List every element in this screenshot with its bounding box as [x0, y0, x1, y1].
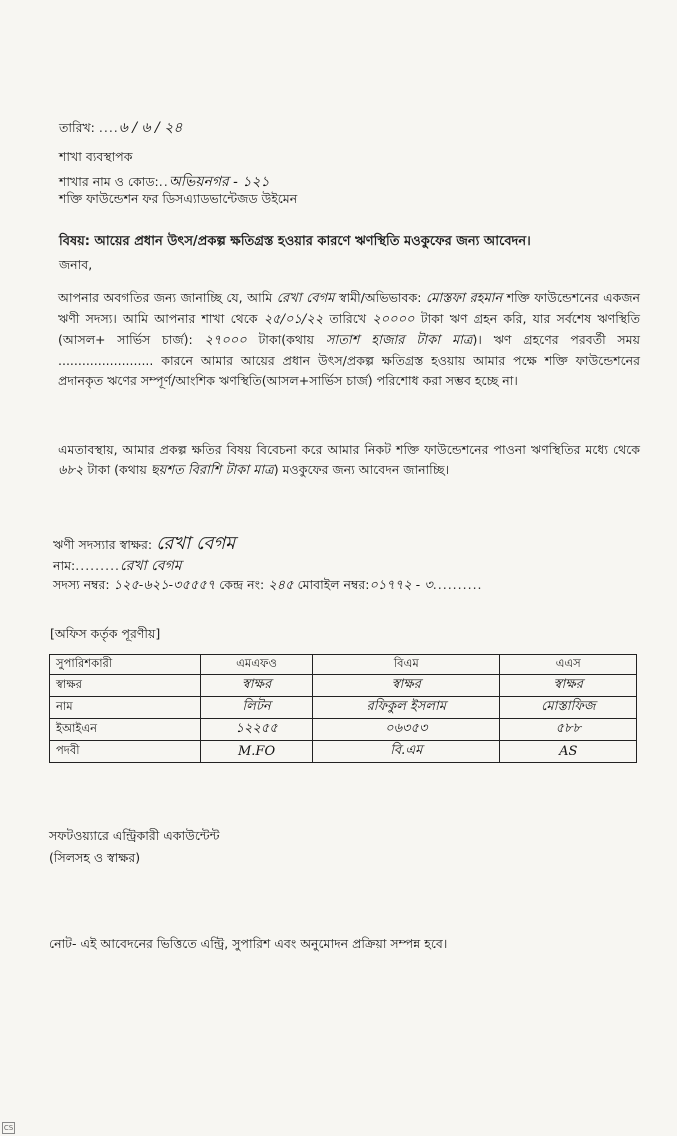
para2-text-2: টাকা (কথায়	[83, 462, 151, 477]
table-row-label: স্বাক্ষর	[50, 675, 201, 697]
table-row-label: পদবী	[50, 741, 201, 763]
table-row	[50, 697, 637, 719]
addressee-line: শাখা ব্যবস্থাপক	[59, 149, 133, 164]
center-number-value: ২৪৫	[268, 578, 294, 593]
table-row	[50, 675, 637, 697]
application-paragraph-1	[58, 288, 640, 391]
software-accountant-line: সফটওয়্যারে এন্ট্রিকারী একাউন্টেন্ট	[49, 828, 220, 843]
salutation: জনাব,	[59, 257, 93, 272]
para1-text-2: স্বামী/অভিভাবক:	[334, 290, 426, 305]
date-label: তারিখ:	[59, 120, 95, 135]
branch-label: শাখার নাম ও কোড:	[59, 174, 159, 189]
para1-text-7: )। ঋণ গ্রহণের পরবর্তী সময় ........................ কারনে আমার আয়ের প্রধান উৎস/প্রকল্প ক্ষতিগ্রস্ত হওয়ায় আমার পক্ষে শক্তি ফাউন্ডেশনের প্রদানকৃত ঋণের সম্পূর্ণ/আংশিক ঋণস্থিতি(আসল+সার্ভিস চার্জ) পরিশোধ করা সম্ভব হচ্ছে না।	[58, 332, 640, 388]
borrower-name-label: নাম:	[53, 558, 76, 573]
table-row	[50, 741, 637, 763]
table-cell: মোস্তাফিজ	[500, 697, 637, 719]
waiver-amount: ৬৮২	[58, 463, 84, 478]
note-line: নোট- এই আবেদনের ভিত্তিতে এন্ট্রি, সুপারিশ এবং অনুমোদন প্রক্রিয়া সম্পন্ন হবে।	[49, 936, 448, 951]
branch-value: অভিয়নগর - ১২১	[168, 174, 270, 190]
loan-amount: ২০০০০	[372, 312, 415, 327]
organization-line: শক্তি ফাউন্ডেশন ফর ডিসএ্যাডভান্টেজড উইমেন	[59, 191, 298, 206]
para1-text-1: আপনার অবগতির জন্য জানাচ্ছি যে, আমি	[58, 290, 277, 305]
para1-text-3: শক্তি ফাউন্ডেশনের একজন ঋণী সদস্য। আমি আপনার শাখা থেকে	[58, 290, 640, 326]
loan-date: ২৫/০১/২২	[263, 312, 324, 327]
table-cell: AS	[500, 741, 637, 763]
borrower-signature: রেখা বেগম	[156, 533, 236, 554]
borrower-name-value: রেখা বেগম	[120, 558, 182, 574]
table-cell: স্বাক্ষর	[313, 675, 500, 697]
table-cell: লিটন	[201, 697, 313, 719]
guardian-name: মোস্তফা রহমান	[425, 291, 503, 306]
office-fill-heading: [অফিস কর্তৃক পূরণীয়]	[50, 626, 161, 641]
para2-text-1: এমতাবস্থায়, আমার প্রকল্প ক্ষতির বিষয় বিবেচনা করে আমার নিকট শক্তি ফাউন্ডেশনের পাওনা ঋণস্থিতির মধ্যে থেকে	[58, 442, 640, 457]
outstanding-balance: ২৭০০০	[204, 333, 247, 348]
table-header-cell: সুপারিশকারী	[50, 655, 201, 675]
table-cell: ৫৮৮	[500, 719, 637, 741]
borrower-name-line: নাম:.........রেখা বেগম	[53, 558, 182, 574]
table-cell: ১২২৫৫	[201, 719, 313, 741]
table-row-label: নাম	[50, 697, 201, 719]
mobile-number-label: মোবাইল নম্বর:	[297, 577, 370, 592]
scanner-logo-icon: CS	[3, 1124, 14, 1132]
table-cell: স্বাক্ষর	[500, 675, 637, 697]
center-number-label: কেন্দ্র নং:	[219, 577, 265, 592]
table-header-cell: এমএফও	[201, 655, 313, 675]
mobile-number-value: ০১৭৭২ - ৩	[369, 578, 433, 593]
para1-text-5: টাকা ঋণ গ্রহন করি, যার সর্বশেষ ঋণস্থিতি (আসল+ সার্ভিস চার্জ):	[58, 311, 641, 347]
application-paragraph-2	[58, 440, 640, 481]
table-header-cell: বিএম	[313, 655, 500, 675]
para2-text-3: ) মওকুফের জন্য আবেদন জানাচ্ছি।	[273, 462, 450, 477]
recommendation-table	[49, 654, 637, 763]
subject-line: বিষয়: আয়ের প্রধান উৎস/প্রকল্প ক্ষতিগ্রস্ত হওয়ার কারণে ঋণস্থিতি মওকুফের জন্য আবেদন।	[59, 234, 531, 249]
borrower-info-line: সদস্য নম্বর: ১২৫-৬২১-৩৫৫৫৭ কেন্দ্র নং: ২৪৫ মোবাইল নম্বর:০১৭৭২ - ৩..........	[53, 577, 483, 593]
table-cell: বি.এম	[313, 741, 500, 763]
table-cell: রফিকুল ইসলাম	[313, 697, 500, 719]
date-value: ৬ / ৬ / ২৪	[118, 120, 183, 136]
date-line: তারিখ: ....৬ / ৬ / ২৪	[59, 120, 183, 136]
table-header-row	[50, 655, 637, 675]
waiver-amount-in-words: ছয়শত বিরাশি টাকা মাত্র	[150, 463, 274, 478]
para1-text-6: টাকা(কথায়	[246, 332, 326, 347]
table-cell: স্বাক্ষর	[201, 675, 313, 697]
branch-line: শাখার নাম ও কোড:..অভিয়নগর - ১২১	[59, 174, 270, 190]
table-row-label: ইআইএন	[50, 719, 201, 741]
applicant-name: রেখা বেগম	[276, 291, 335, 306]
member-number-value: ১২৫-৬২১-৩৫৫৫৭	[113, 578, 216, 593]
para1-text-4: তারিখে	[323, 311, 373, 326]
table-header-cell: এএস	[500, 655, 637, 675]
balance-in-words: সাতাশ হাজার টাকা মাত্র	[325, 333, 473, 348]
borrower-signature-label: ঋণী সদস্যার স্বাক্ষর:	[53, 537, 153, 552]
table-cell: ০৬৩৫৩	[313, 719, 500, 741]
table-row	[50, 719, 637, 741]
member-number-label: সদস্য নম্বর:	[53, 577, 110, 592]
seal-signature-line: (সিলসহ ও স্বাক্ষর)	[49, 850, 141, 865]
table-cell: M.FO	[201, 741, 313, 763]
